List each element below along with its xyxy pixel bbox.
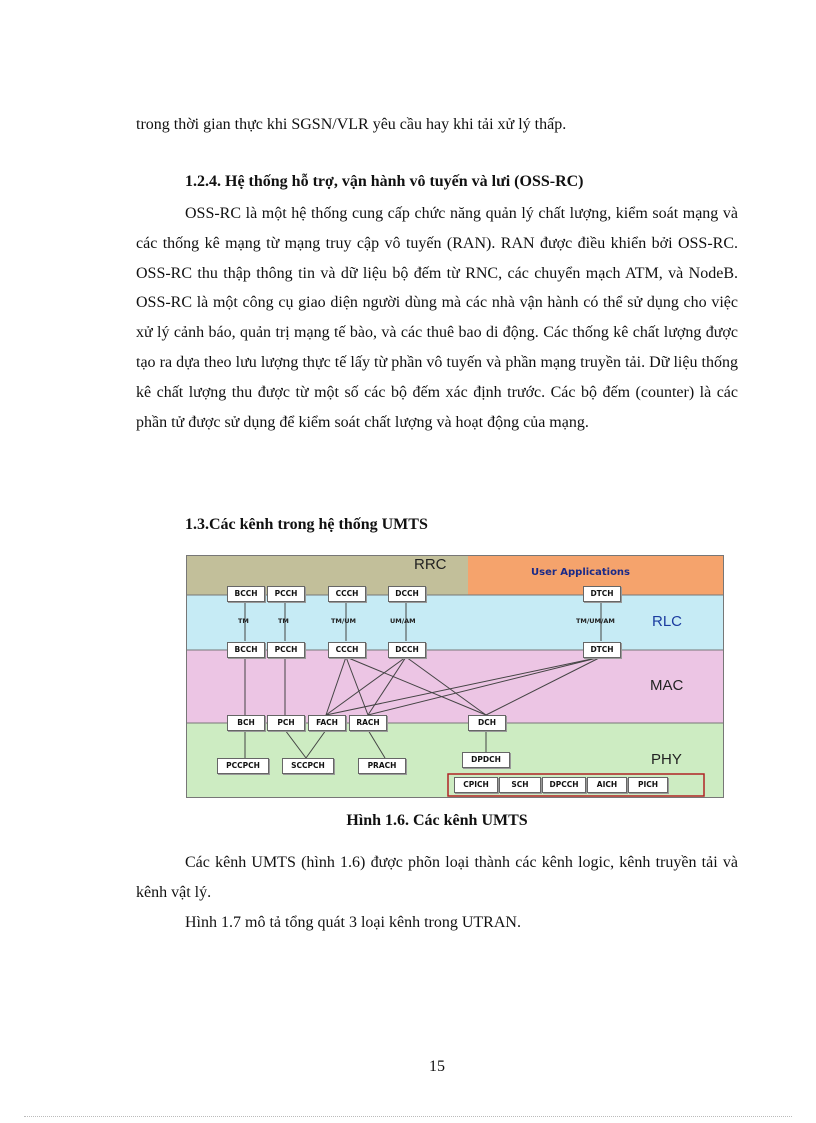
physical-channel-box: DPDCH bbox=[462, 752, 510, 768]
rlc-mode-label: TM bbox=[238, 617, 249, 625]
rrc-layer-label: RRC bbox=[414, 556, 447, 573]
mac-layer-bg bbox=[186, 650, 724, 723]
transport-channel-box: PCH bbox=[267, 715, 305, 731]
physical-group-box: AICH bbox=[587, 777, 627, 793]
page-footer-rule bbox=[24, 1116, 792, 1117]
mac-logical-channel-box: CCCH bbox=[328, 642, 366, 658]
physical-channel-box: SCCPCH bbox=[282, 758, 334, 774]
mac-logical-channel-box: DCCH bbox=[388, 642, 426, 658]
transport-channel-box: DCH bbox=[468, 715, 506, 731]
closing-paragraph-1: Các kênh UMTS (hình 1.6) được phõn loại thành các kênh logic, kênh truyền tải và kênh vật lý. bbox=[136, 854, 738, 901]
mac-logical-channel-box: BCCH bbox=[227, 642, 265, 658]
phy-layer-label: PHY bbox=[651, 751, 682, 768]
transport-channel-box: FACH bbox=[308, 715, 346, 731]
rlc-mode-label: UM/AM bbox=[390, 617, 416, 625]
rlc-channel-box: PCCH bbox=[267, 586, 305, 602]
transport-channel-box: RACH bbox=[349, 715, 387, 731]
rlc-channel-box: DCCH bbox=[388, 586, 426, 602]
physical-group-box: CPICH bbox=[454, 777, 498, 793]
figure-caption: Hình 1.6. Các kênh UMTS bbox=[346, 812, 528, 829]
section-body-1-2-4: OSS-RC là một hệ thống cung cấp chức năng quản lý chất lượng, kiểm soát mạng và các thống kê mạng từ mạng truy cập vô tuyến (RAN). RAN được điều khiển bởi OSS-RC. OSS-RC thu thập thông tin và dữ liệu bộ đếm từ RNC, các chuyển mạch ATM, và NodeB. OSS-RC là một công cụ giao diện người dùng mà các nhà vận hành có thể sử dụng cho việc xử lý cảnh báo, quản trị mạng tế bào, và các thuê bao di động. Các thống kê chất lượng được tạo ra dựa theo lưu lượng thực tế lấy từ phần vô tuyến và phần mạng truyền tải. Dữ liệu thống kê chất lượng thu được từ một số các bộ đếm xác định trước. Các bộ đếm (counter) là các phần tử được sử dụng để kiểm soát chất lượng và hoạt động của mạng. bbox=[136, 205, 738, 431]
rlc-mode-label: TM bbox=[278, 617, 289, 625]
physical-group-box: DPCCH bbox=[542, 777, 586, 793]
rlc-mode-label: TM/UM bbox=[331, 617, 357, 625]
section-heading-1-3: 1.3.Các kênh trong hệ thống UMTS bbox=[185, 516, 428, 533]
rlc-channel-box: DTCH bbox=[583, 586, 621, 602]
rlc-channel-box: BCCH bbox=[227, 586, 265, 602]
umts-channels-diagram bbox=[186, 555, 724, 798]
intro-paragraph: trong thời gian thực khi SGSN/VLR yêu cầu hay khi tải xử lý thấp. bbox=[136, 116, 567, 133]
user-apps-label: User Applications bbox=[531, 567, 631, 578]
physical-group-box: PICH bbox=[628, 777, 668, 793]
mac-logical-channel-box: PCCH bbox=[267, 642, 305, 658]
closing-paragraph-2: Hình 1.7 mô tả tổng quát 3 loại kênh trong UTRAN. bbox=[185, 914, 521, 931]
physical-channel-box: PRACH bbox=[358, 758, 406, 774]
rlc-channel-box: CCCH bbox=[328, 586, 366, 602]
mac-layer-label: MAC bbox=[650, 677, 684, 694]
page-number: 15 bbox=[429, 1058, 445, 1075]
rlc-layer-label: RLC bbox=[652, 613, 683, 630]
rlc-mode-label: TM/UM/AM bbox=[576, 617, 615, 625]
transport-channel-box: BCH bbox=[227, 715, 265, 731]
section-heading-1-2-4: 1.2.4. Hệ thống hỗ trợ, vận hành vô tuyến và lưi (OSS-RC) bbox=[185, 173, 584, 190]
physical-group-box: SCH bbox=[499, 777, 541, 793]
physical-channel-box: PCCPCH bbox=[217, 758, 269, 774]
mac-logical-channel-box: DTCH bbox=[583, 642, 621, 658]
